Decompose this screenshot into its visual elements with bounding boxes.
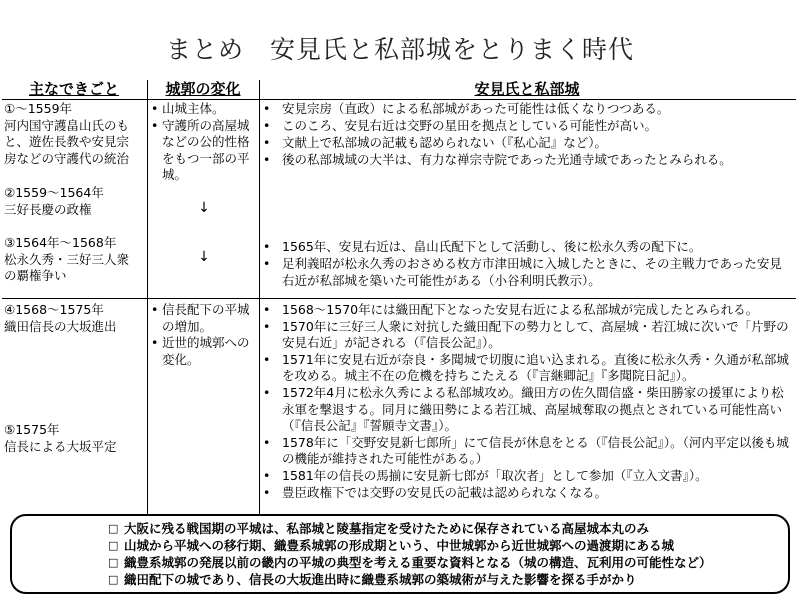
summary-item: □ 山城から平城への移行期、織豊系城郭の形成期という、中世城郭から近世城郭への過渡期にある城 xyxy=(108,537,780,554)
summary-item: □ 大阪に残る戦国期の平城は、私部城と陵墓指定を受けたために保存されている高屋城本丸のみ xyxy=(108,520,780,537)
down-arrow-icon: ↓ xyxy=(198,200,210,216)
yasumi-item: • 1570年に三好三人衆に対抗した織田配下の勢力として、高屋城・若江城に次いで「片野の安見右近」が記される（『信長公記』）。 xyxy=(262,319,794,352)
yasumi-item: • 1571年に安見右近が奈良・多聞城で切腹に追い込まれる。直後に松永久秀・久通が私部城を攻める。城主不在の危機を持ちこたえる（『言継卿記』『多聞院日記』）。 xyxy=(262,352,794,385)
event-period-5-title: ⑤1575年 xyxy=(4,422,60,437)
event-period-3-line: の覇権争い xyxy=(4,268,67,283)
yasumi-item: • 文献上で私部城の記載も認められない（『私心記』など）。 xyxy=(262,135,794,152)
castle-change-item: • 信長配下の平城の増加。 xyxy=(150,302,258,335)
yasumi-item: • 1565年、安見右近は、畠山氏配下として活動し、後に松永久秀の配下に。 xyxy=(262,239,794,256)
event-period-1-line: 河内国守護畠山氏のも xyxy=(4,118,130,133)
event-period-1-line: と、遊佐長教や安見宗 xyxy=(4,134,130,149)
castle-change-item: • 山城主体。 xyxy=(150,101,258,118)
event-period-5-line: 信長による大坂平定 xyxy=(4,439,117,454)
summary-box xyxy=(10,514,790,594)
section-rule xyxy=(2,298,796,299)
summary-item: □ 織豊系城郭の発展以前の畿内の平城の典型を考える重要な資料となる（城の構造、瓦利用の可能性など） xyxy=(108,554,780,571)
event-period-3-line: 松永久秀・三好三人衆 xyxy=(4,252,130,267)
yasumi-group-1 xyxy=(262,101,794,169)
column-divider xyxy=(147,80,148,514)
event-period-1-title: ①～1559年 xyxy=(4,101,73,116)
header-events: 主なできごと xyxy=(28,80,119,98)
yasumi-item: • 1578年に「交野安見新七郎所」にて信長が休息をとる（『信長公記』）。（河内平定以後も城の機能が維持された可能性がある。） xyxy=(262,435,794,468)
yasumi-item: • 1581年の信長の馬揃に安見新七郎が「取次者」として参加（『立入文書』）。 xyxy=(262,468,794,485)
event-period-2-title: ②1559～1564年 xyxy=(4,185,104,200)
event-period-4-title: ④1568～1575年 xyxy=(4,302,104,317)
yasumi-item: • このころ、安見右近は交野の星田を拠点としている可能性が高い。 xyxy=(262,118,794,135)
castle-changes-group-2 xyxy=(150,302,258,368)
header-yasumi-and-kisaibe: 安見氏と私部城 xyxy=(474,80,580,98)
down-arrow-icon: ↓ xyxy=(198,249,210,265)
yasumi-item: • 1568～1570年には織田配下となった安見右近による私部城が完成したとみられる。 xyxy=(262,302,794,319)
header-rule xyxy=(2,99,796,100)
yasumi-item: • 後の私部城域の大半は、有力な禅宗寺院であった光通寺域であったとみられる。 xyxy=(262,152,794,169)
yasumi-item: • 1572年4月に松永久秀による私部城攻め。織田方の佐久間信盛・柴田勝家の援軍により松永軍を撃退する。同月に織田勢による若江城、高屋城奪取の拠点とされている可能性高い（『信長公記』『誓願寺文書』）。 xyxy=(262,385,794,435)
event-period-1-line: 房などの守護代の統治 xyxy=(4,151,130,166)
event-period-3-title: ③1564年～1568年 xyxy=(4,235,117,250)
castle-change-item: • 守護所の高屋城などの公的性格をもつ一部の平城。 xyxy=(150,118,258,184)
summary-item: □ 織田配下の城であり、信長の大坂進出時に織豊系城郭の築城術が与えた影響を探る手がかり xyxy=(108,571,780,588)
header-castle-changes: 城郭の変化 xyxy=(165,80,241,98)
yasumi-group-2 xyxy=(262,239,794,290)
yasumi-group-3 xyxy=(262,302,794,501)
castle-changes-group-1 xyxy=(150,101,258,184)
yasumi-item: • 安見宗房（直政）による私部城があった可能性は低くなりつつある。 xyxy=(262,101,794,118)
event-period-4-line: 織田信長の大坂進出 xyxy=(4,319,117,334)
event-period-2-line: 三好長慶の政権 xyxy=(4,202,92,217)
castle-change-item: • 近世的城郭への変化。 xyxy=(150,335,258,368)
column-divider xyxy=(259,80,260,514)
yasumi-item: • 豊臣政権下では交野の安見氏の記載は認められなくなる。 xyxy=(262,485,794,502)
yasumi-item: • 足利義昭が松永久秀のおさめる枚方市津田城に入城したときに、その主戦力であった安見右近が私部城を築いた可能性がある（小谷利明氏教示）。 xyxy=(262,256,794,289)
page-title: まとめ 安見氏と私部城をとりまく時代 xyxy=(165,35,634,64)
